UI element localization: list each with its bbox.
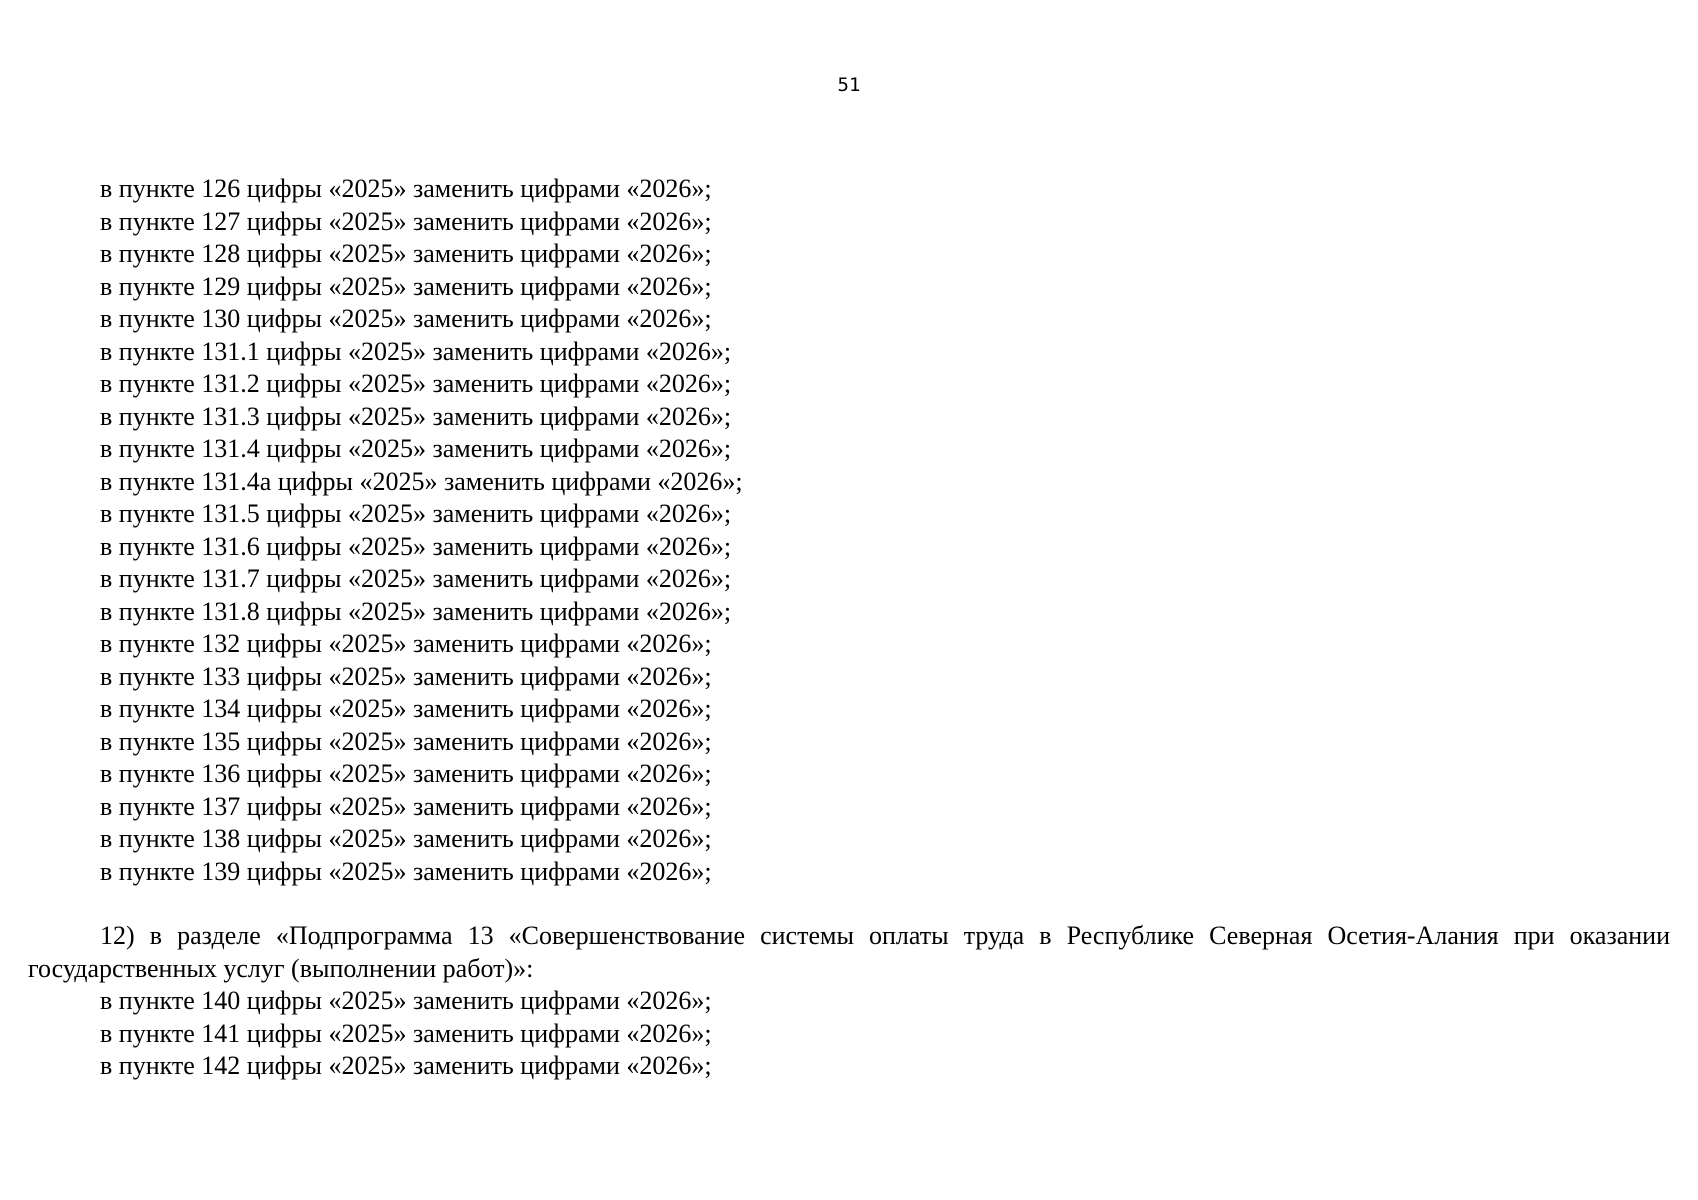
list-item: в пункте 133 цифры «2025» заменить цифрами «2026»; — [100, 661, 712, 691]
list-item: в пункте 131.6 цифры «2025» заменить цифрами «2026»; — [100, 531, 732, 561]
list-item: в пункте 139 цифры «2025» заменить цифрами «2026»; — [100, 856, 712, 886]
list-item: в пункте 129 цифры «2025» заменить цифрами «2026»; — [100, 271, 712, 301]
list-item: в пункте 137 цифры «2025» заменить цифрами «2026»; — [100, 791, 712, 821]
list-item: в пункте 131.4 цифры «2025» заменить цифрами «2026»; — [100, 434, 732, 463]
amendment-list-section-12 — [28, 985, 1670, 1083]
amendment-list — [28, 173, 1670, 888]
list-item: в пункте 131.3 цифры «2025» заменить цифрами «2026»; — [100, 401, 732, 431]
paragraph-gap — [28, 888, 1670, 920]
list-item: в пункте 134 цифры «2025» заменить цифрами «2026»; — [100, 694, 712, 723]
list-item: в пункте 131.2 цифры «2025» заменить цифрами «2026»; — [100, 369, 732, 398]
list-item: в пункте 131.1 цифры «2025» заменить цифрами «2026»; — [100, 336, 732, 366]
section-heading-paragraph: 12) в разделе «Подпрограмма 13 «Совершенствование системы оплаты труда в Республике Северная Осетия-Алания при оказании государственных услуг (выполнении работ)»: — [28, 921, 1670, 983]
list-item: в пункте 127 цифры «2025» заменить цифрами «2026»; — [100, 206, 712, 236]
list-item: в пункте 135 цифры «2025» заменить цифрами «2026»; — [100, 726, 712, 756]
list-item: в пункте 131.5 цифры «2025» заменить цифрами «2026»; — [100, 499, 732, 528]
list-item: в пункте 131.4а цифры «2025» заменить цифрами «2026»; — [100, 466, 743, 496]
list-item: в пункте 132 цифры «2025» заменить цифрами «2026»; — [100, 629, 712, 658]
list-item: в пункте 126 цифры «2025» заменить цифрами «2026»; — [100, 174, 712, 203]
list-item: в пункте 131.7 цифры «2025» заменить цифрами «2026»; — [100, 564, 732, 593]
list-item: в пункте 138 цифры «2025» заменить цифрами «2026»; — [100, 824, 712, 853]
list-item: в пункте 141 цифры «2025» заменить цифрами «2026»; — [100, 1018, 712, 1048]
list-item: в пункте 136 цифры «2025» заменить цифрами «2026»; — [100, 759, 712, 788]
document-body — [28, 173, 1670, 1083]
list-item: в пункте 130 цифры «2025» заменить цифрами «2026»; — [100, 304, 712, 333]
list-item: в пункте 140 цифры «2025» заменить цифрами «2026»; — [100, 986, 712, 1015]
list-item: в пункте 142 цифры «2025» заменить цифрами «2026»; — [100, 1051, 712, 1080]
list-item: в пункте 131.8 цифры «2025» заменить цифрами «2026»; — [100, 596, 732, 626]
list-item: в пункте 128 цифры «2025» заменить цифрами «2026»; — [100, 239, 712, 268]
page-number: 51 — [837, 74, 861, 96]
